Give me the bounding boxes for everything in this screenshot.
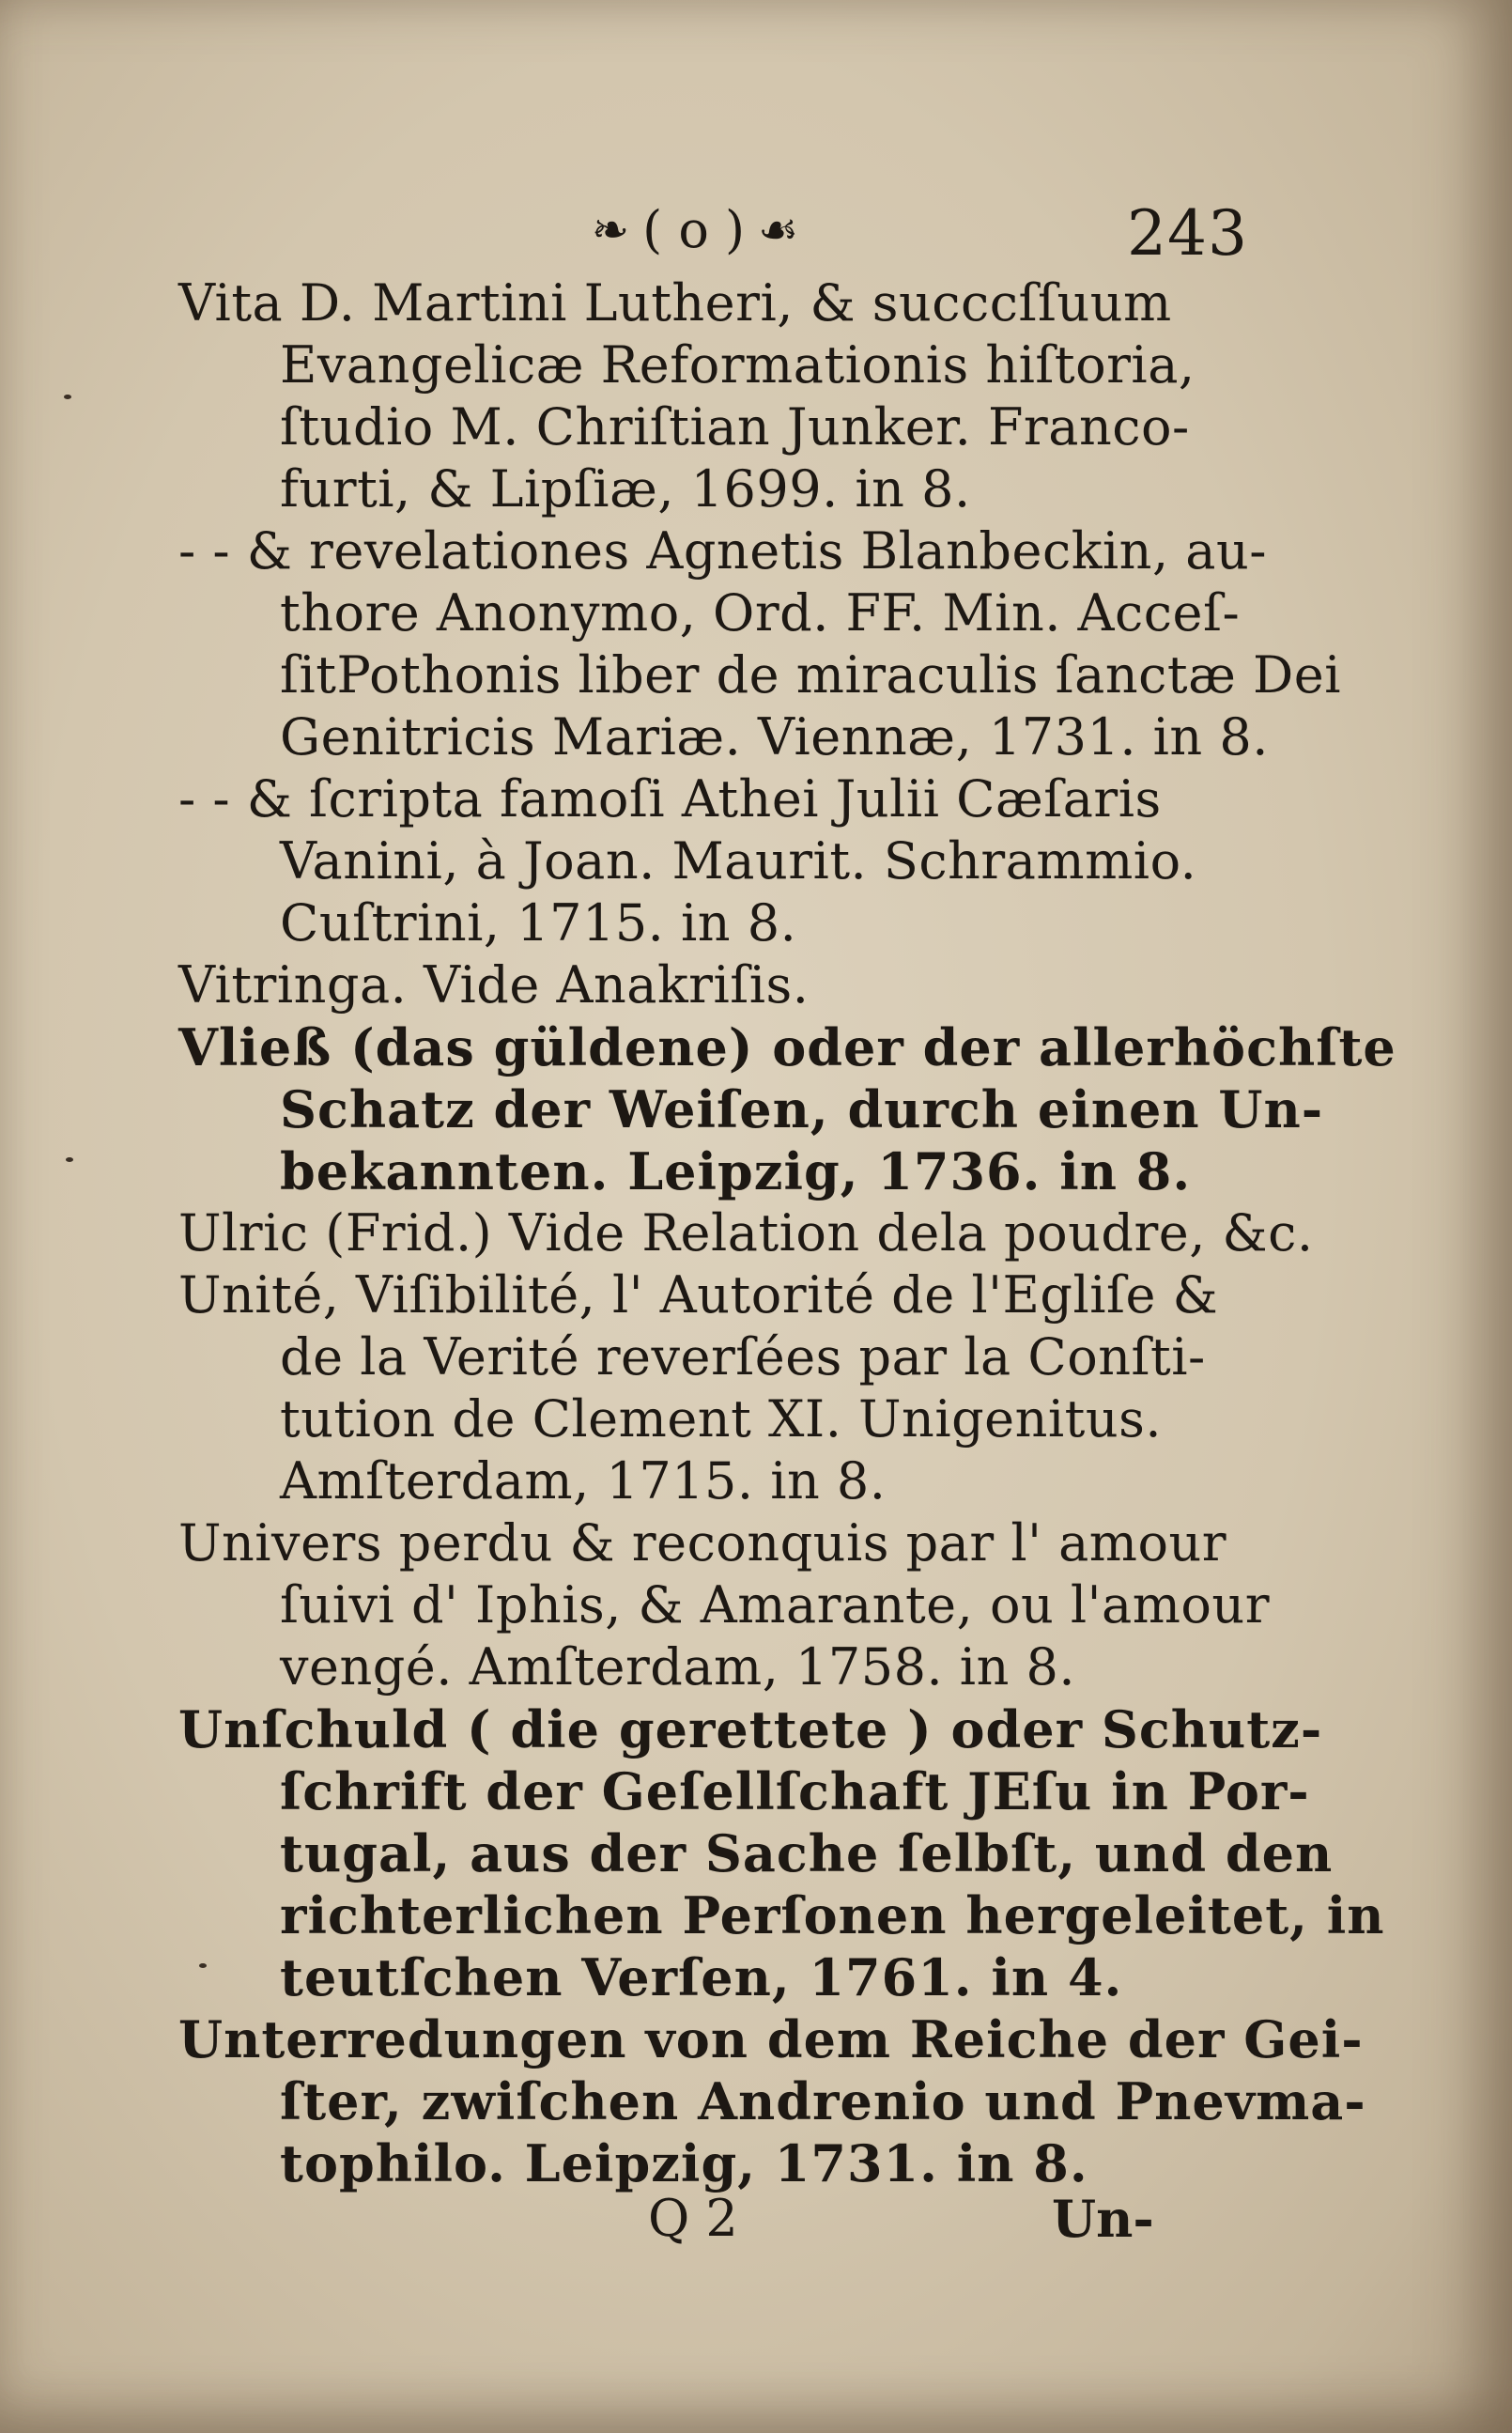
entry-continuation-line: tugal, aus der Sache ſelbſt, und den: [280, 1823, 1334, 1883]
entry-continuation-line: Genitricis Mariæ. Viennæ, 1731. in 8.: [280, 707, 1269, 767]
entry-continuation-line: thore Anonymo, Ord. FF. Min. Acceſ-: [280, 583, 1241, 643]
catalog-entry: [178, 1016, 1396, 1202]
entry-continuation-line: furti, & Lipſiæ, 1699. in 8.: [280, 459, 971, 519]
paper-speck: [64, 395, 71, 399]
paper-speck: [66, 1157, 73, 1162]
entry-heading-line: Unſchuld ( die gerettete ) oder Schutz-: [178, 1699, 1323, 1759]
catalog-entries: [178, 272, 1396, 2194]
entry-continuation-line: ſtudio M. Chriſtian Junker. Franco-: [280, 397, 1190, 457]
catalog-entry: [178, 954, 1258, 1016]
ornament-right-icon: ☙: [758, 204, 799, 256]
entry-continuation-line: richterlichen Perſonen hergeleitet, in: [280, 1885, 1385, 1945]
catalog-entry: [178, 272, 1258, 520]
entry-heading-line: Univers perdu & reconquis par l' amour: [178, 1513, 1227, 1573]
ornament-center: ( o ): [642, 200, 746, 259]
entry-heading-line: - - & revelationes Agnetis Blanbeckin, au-: [178, 521, 1268, 581]
entry-heading-line: - - & ſcripta famoſi Athei Julii Cæſaris: [178, 769, 1162, 829]
catalog-entry: [178, 1264, 1258, 1512]
entry-continuation-line: Vanini, à Joan. Maurit. Schrammio.: [280, 831, 1197, 891]
catalog-entry: [178, 768, 1258, 954]
ornament-left-icon: ❧: [591, 204, 630, 256]
catchword: Un-: [1052, 2189, 1154, 2249]
catalog-entry: [178, 520, 1342, 768]
catalog-entry: [178, 1512, 1271, 1698]
entry-continuation-line: Schatz der Weiſen, durch einen Un-: [280, 1079, 1324, 1139]
catalog-entry: [178, 1202, 1314, 1264]
entry-continuation-line: tution de Clement XI. Unigenitus.: [280, 1389, 1163, 1449]
page-number: 243: [1127, 197, 1248, 270]
entry-heading-line: Vließ (das güldene) oder der allerhöchſte: [178, 1017, 1396, 1077]
entry-heading-line: Vita D. Martini Lutheri, & succcſſuum: [178, 273, 1172, 333]
entry-continuation-line: Amſterdam, 1715. in 8.: [280, 1451, 887, 1511]
entry-continuation-line: ſitPothonis liber de miraculis ſanctæ Dei: [280, 645, 1342, 705]
entry-continuation-line: ſter, zwiſchen Andrenio und Pnevma-: [280, 2071, 1366, 2131]
signature-mark: Q 2: [648, 2189, 738, 2248]
entry-heading-line: Unité, Viſibilité, l' Autorité de l'Egliſe &: [178, 1265, 1219, 1325]
paper-speck: [199, 1963, 207, 1968]
entry-continuation-line: ſuivi d' Iphis, & Amarante, ou l'amour: [280, 1575, 1271, 1635]
entry-heading-line: Unterredungen von dem Reiche der Gei-: [178, 2009, 1364, 2069]
catalog-entry: [178, 2008, 1366, 2194]
entry-continuation-line: Cuſtrini, 1715. in 8.: [280, 893, 797, 953]
entry-continuation-line: ſchrift der Geſellſchaft JEſu in Por-: [280, 1761, 1310, 1821]
entry-continuation-line: teutſchen Verſen, 1761. in 4.: [280, 1947, 1123, 2007]
entry-continuation-line: de la Verité reverſées par la Conſti-: [280, 1327, 1206, 1387]
entry-heading-line: Ulric (Frid.) Vide Relation dela poudre, &c.: [178, 1203, 1314, 1263]
catalog-entry: [178, 1698, 1385, 2008]
entry-continuation-line: bekannten. Leipzig, 1736. in 8.: [280, 1141, 1192, 1201]
entry-continuation-line: Evangelicæ Reformationis hiſtoria,: [280, 335, 1196, 395]
entry-heading-line: Vitringa. Vide Anakriſis.: [178, 955, 810, 1015]
entry-continuation-line: tophilo. Leipzig, 1731. in 8.: [280, 2133, 1088, 2193]
entry-continuation-line: vengé. Amſterdam, 1758. in 8.: [280, 1637, 1076, 1697]
header-ornament: [470, 202, 920, 258]
